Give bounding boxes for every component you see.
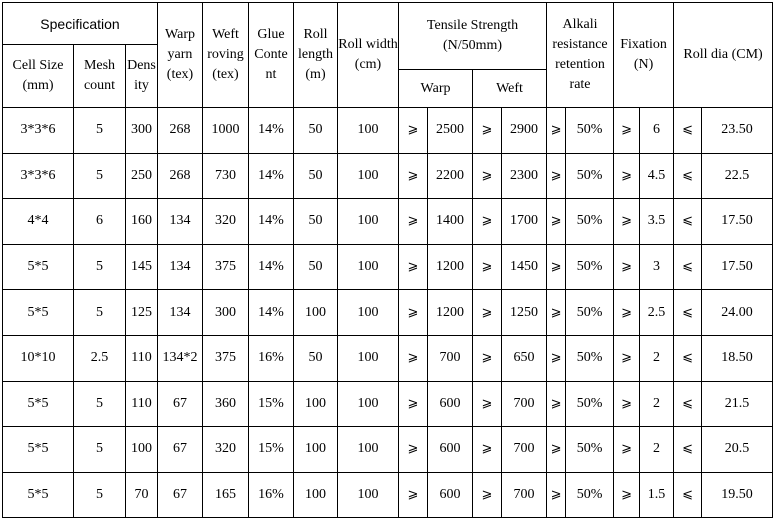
table-row [3,153,773,199]
header-tensile-warp: Warp [399,70,473,108]
tensile-warp-cell: 2200 [428,153,473,199]
header-density: Dens ity [126,45,158,108]
warp-yarn-cell: 67 [158,472,203,518]
table-row [3,244,773,290]
gte-symbol-alkali: ⩾ [547,472,566,518]
header-glue-content: Glue Conte nt [249,3,294,108]
roll-width-cell: 100 [338,108,399,154]
tensile-warp-cell: 1200 [428,244,473,290]
tensile-weft-cell: 2900 [502,108,547,154]
mesh-count-cell: 2.5 [74,335,126,381]
gte-symbol-fixation: ⩾ [614,199,640,245]
tensile-weft-cell: 650 [502,335,547,381]
gte-symbol-weft: ⩾ [473,153,502,199]
gte-symbol-weft: ⩾ [473,427,502,473]
gte-symbol-warp: ⩾ [399,244,428,290]
weft-roving-cell: 375 [203,335,249,381]
gte-symbol-alkali: ⩾ [547,290,566,336]
roll-length-cell: 50 [294,153,338,199]
warp-yarn-cell: 134 [158,244,203,290]
tensile-weft-cell: 1700 [502,199,547,245]
density-cell: 110 [126,381,158,427]
tensile-warp-cell: 600 [428,381,473,427]
roll-width-cell: 100 [338,153,399,199]
header-mesh-count: Mesh count [74,45,126,108]
fixation-cell: 4.5 [640,153,674,199]
alkali-retention-cell: 50% [566,427,614,473]
gte-symbol-fixation: ⩾ [614,381,640,427]
alkali-retention-cell: 50% [566,335,614,381]
header-specification: Specification [3,3,158,45]
roll-dia-cell: 17.50 [702,244,773,290]
gte-symbol-warp: ⩾ [399,381,428,427]
cell-size-cell: 5*5 [3,427,74,473]
lte-symbol-dia: ⩽ [674,108,702,154]
gte-symbol-warp: ⩾ [399,472,428,518]
gte-symbol-warp: ⩾ [399,335,428,381]
gte-symbol-warp: ⩾ [399,290,428,336]
header-roll-dia: Roll dia (CM) [674,3,773,108]
warp-yarn-cell: 134 [158,290,203,336]
header-cell-size: Cell Size (mm) [3,45,74,108]
roll-length-cell: 50 [294,108,338,154]
gte-symbol-weft: ⩾ [473,244,502,290]
lte-symbol-dia: ⩽ [674,244,702,290]
gte-symbol-alkali: ⩾ [547,427,566,473]
gte-symbol-weft: ⩾ [473,381,502,427]
gte-symbol-weft: ⩾ [473,290,502,336]
weft-roving-cell: 300 [203,290,249,336]
fixation-cell: 6 [640,108,674,154]
gte-symbol-weft: ⩾ [473,108,502,154]
density-cell: 145 [126,244,158,290]
gte-symbol-alkali: ⩾ [547,199,566,245]
alkali-retention-cell: 50% [566,290,614,336]
table-row [3,108,773,154]
weft-roving-cell: 165 [203,472,249,518]
gte-symbol-alkali: ⩾ [547,153,566,199]
roll-width-cell: 100 [338,244,399,290]
gte-symbol-fixation: ⩾ [614,108,640,154]
warp-yarn-cell: 268 [158,108,203,154]
warp-yarn-cell: 67 [158,427,203,473]
lte-symbol-dia: ⩽ [674,199,702,245]
cell-size-cell: 3*3*6 [3,153,74,199]
weft-roving-cell: 320 [203,427,249,473]
density-cell: 250 [126,153,158,199]
density-cell: 100 [126,427,158,473]
gte-symbol-alkali: ⩾ [547,244,566,290]
gte-symbol-warp: ⩾ [399,427,428,473]
header-tensile-weft: Weft [473,70,547,108]
roll-length-cell: 100 [294,381,338,427]
warp-yarn-cell: 134*2 [158,335,203,381]
table-row [3,472,773,518]
glue-content-cell: 16% [249,335,294,381]
glue-content-cell: 15% [249,381,294,427]
gte-symbol-warp: ⩾ [399,153,428,199]
roll-width-cell: 100 [338,427,399,473]
glue-content-cell: 14% [249,290,294,336]
roll-length-cell: 50 [294,199,338,245]
gte-symbol-fixation: ⩾ [614,290,640,336]
alkali-retention-cell: 50% [566,244,614,290]
roll-dia-cell: 22.5 [702,153,773,199]
roll-dia-cell: 17.50 [702,199,773,245]
alkali-retention-cell: 50% [566,381,614,427]
weft-roving-cell: 375 [203,244,249,290]
alkali-retention-cell: 50% [566,472,614,518]
tensile-warp-cell: 1400 [428,199,473,245]
glue-content-cell: 14% [249,153,294,199]
table-row [3,199,773,245]
roll-width-cell: 100 [338,290,399,336]
cell-size-cell: 5*5 [3,381,74,427]
glue-content-cell: 14% [249,199,294,245]
lte-symbol-dia: ⩽ [674,472,702,518]
specification-table [2,2,773,518]
alkali-retention-cell: 50% [566,108,614,154]
tensile-weft-cell: 1250 [502,290,547,336]
density-cell: 110 [126,335,158,381]
mesh-count-cell: 6 [74,199,126,245]
fixation-cell: 3.5 [640,199,674,245]
lte-symbol-dia: ⩽ [674,335,702,381]
table-row [3,290,773,336]
header-warp-yarn: Warp yarn (tex) [158,3,203,108]
density-cell: 125 [126,290,158,336]
roll-dia-cell: 24.00 [702,290,773,336]
tensile-warp-cell: 600 [428,472,473,518]
roll-dia-cell: 18.50 [702,335,773,381]
tensile-warp-cell: 1200 [428,290,473,336]
gte-symbol-fixation: ⩾ [614,244,640,290]
mesh-count-cell: 5 [74,108,126,154]
tensile-warp-cell: 600 [428,427,473,473]
weft-roving-cell: 730 [203,153,249,199]
header-roll-width: Roll width (cm) [338,3,399,108]
gte-symbol-weft: ⩾ [473,472,502,518]
roll-length-cell: 100 [294,290,338,336]
gte-symbol-alkali: ⩾ [547,381,566,427]
table-row [3,427,773,473]
fixation-cell: 2 [640,335,674,381]
roll-dia-cell: 23.50 [702,108,773,154]
gte-symbol-fixation: ⩾ [614,472,640,518]
lte-symbol-dia: ⩽ [674,153,702,199]
gte-symbol-weft: ⩾ [473,199,502,245]
gte-symbol-warp: ⩾ [399,108,428,154]
gte-symbol-fixation: ⩾ [614,427,640,473]
lte-symbol-dia: ⩽ [674,427,702,473]
header-alkali-resistance: Alkali resistance retention rate [547,3,614,108]
density-cell: 70 [126,472,158,518]
tensile-warp-cell: 2500 [428,108,473,154]
roll-dia-cell: 21.5 [702,381,773,427]
density-cell: 160 [126,199,158,245]
weft-roving-cell: 360 [203,381,249,427]
cell-size-cell: 10*10 [3,335,74,381]
mesh-count-cell: 5 [74,153,126,199]
mesh-count-cell: 5 [74,472,126,518]
cell-size-cell: 5*5 [3,244,74,290]
warp-yarn-cell: 268 [158,153,203,199]
mesh-count-cell: 5 [74,290,126,336]
mesh-count-cell: 5 [74,244,126,290]
roll-length-cell: 100 [294,427,338,473]
header-weft-roving: Weft roving (tex) [203,3,249,108]
table-row [3,335,773,381]
alkali-retention-cell: 50% [566,199,614,245]
table-row [3,381,773,427]
roll-length-cell: 100 [294,472,338,518]
cell-size-cell: 5*5 [3,290,74,336]
mesh-count-cell: 5 [74,427,126,473]
tensile-weft-cell: 700 [502,427,547,473]
glue-content-cell: 14% [249,108,294,154]
tensile-weft-cell: 700 [502,381,547,427]
gte-symbol-alkali: ⩾ [547,108,566,154]
glue-content-cell: 14% [249,244,294,290]
fixation-cell: 2 [640,427,674,473]
gte-symbol-fixation: ⩾ [614,153,640,199]
gte-symbol-fixation: ⩾ [614,335,640,381]
roll-width-cell: 100 [338,335,399,381]
density-cell: 300 [126,108,158,154]
roll-width-cell: 100 [338,472,399,518]
warp-yarn-cell: 134 [158,199,203,245]
header-roll-length: Roll length (m) [294,3,338,108]
gte-symbol-weft: ⩾ [473,335,502,381]
gte-symbol-warp: ⩾ [399,199,428,245]
alkali-retention-cell: 50% [566,153,614,199]
header-fixation: Fixation (N) [614,3,674,108]
weft-roving-cell: 1000 [203,108,249,154]
fixation-cell: 3 [640,244,674,290]
tensile-weft-cell: 1450 [502,244,547,290]
lte-symbol-dia: ⩽ [674,381,702,427]
glue-content-cell: 16% [249,472,294,518]
roll-width-cell: 100 [338,381,399,427]
roll-width-cell: 100 [338,199,399,245]
tensile-weft-cell: 2300 [502,153,547,199]
cell-size-cell: 5*5 [3,472,74,518]
fixation-cell: 1.5 [640,472,674,518]
fixation-cell: 2.5 [640,290,674,336]
roll-length-cell: 50 [294,335,338,381]
fixation-cell: 2 [640,381,674,427]
roll-length-cell: 50 [294,244,338,290]
lte-symbol-dia: ⩽ [674,290,702,336]
tensile-weft-cell: 700 [502,472,547,518]
tensile-warp-cell: 700 [428,335,473,381]
mesh-count-cell: 5 [74,381,126,427]
header-tensile-strength: Tensile Strength (N/50mm) [399,3,547,70]
cell-size-cell: 4*4 [3,199,74,245]
roll-dia-cell: 19.50 [702,472,773,518]
warp-yarn-cell: 67 [158,381,203,427]
roll-dia-cell: 20.5 [702,427,773,473]
cell-size-cell: 3*3*6 [3,108,74,154]
glue-content-cell: 15% [249,427,294,473]
weft-roving-cell: 320 [203,199,249,245]
gte-symbol-alkali: ⩾ [547,335,566,381]
